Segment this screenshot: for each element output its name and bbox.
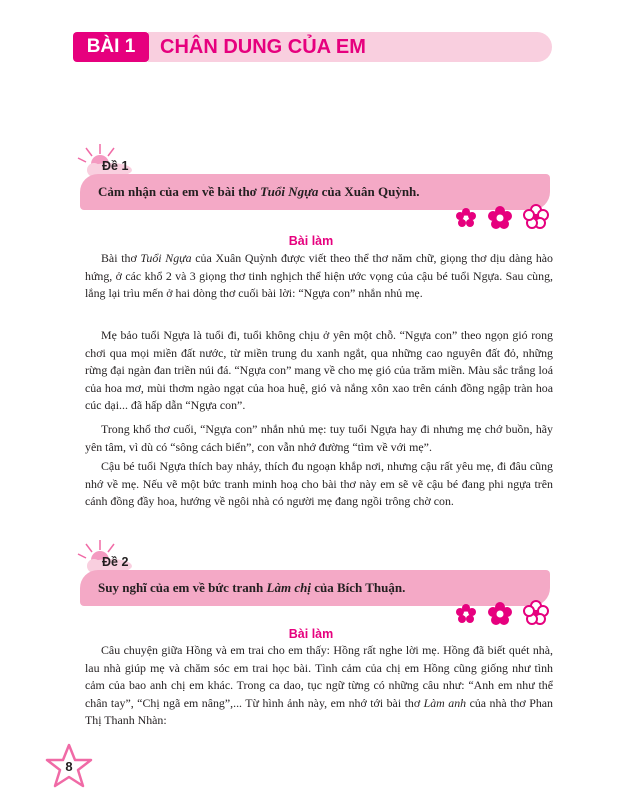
paragraph: Trong khổ thơ cuối, “Ngựa con” nhắn nhủ mẹ: tuy tuổi Ngựa hay đi nhưng mẹ chớ buồn, hãy yên tâm, vì dù có “sông cách biển”, con vẫn nhớ đường “tìm về với mẹ”. — [85, 422, 553, 454]
lesson-badge: BÀI 1 — [73, 32, 149, 62]
page-title: CHÂN DUNG CỦA EM — [160, 36, 366, 58]
flowers-icon — [454, 202, 554, 232]
paragraph: Câu chuyện giữa Hồng và em trai cho em thấy: Hồng rất nghe lời mẹ. Hồng đã biết quét nhà, lau nhà giúp mẹ và chăm sóc em trai học bài. Tình cảm của chị em Hồng cũng giống như tình cảm của bao anh chị em khác. Trong ca dao, tục ngữ từng có những câu như: “Anh em như thể chân tay”, “Chị ngã em nâng”,... Từ hình ảnh này, em nhớ tới bài thơ Làm anh của nhà thơ Phan Thị Thanh Nhàn: — [85, 643, 553, 727]
answer-heading: Bài làm — [288, 627, 334, 641]
paragraph: Bài thơ Tuổi Ngựa của Xuân Quỳnh được viết theo thể thơ năm chữ, giọng thơ dịu dàng hào hứng, ở các khổ 2 và 3 giọng thơ tinh nghịch thể hiện ước vọng của cậu bé tuổi Ngựa. Sau cùng, lắng lại trìu mến ở hai dòng thơ cuối bài lời: “Ngựa con” nhắn nhủ mẹ. — [85, 251, 553, 300]
answer-heading: Bài làm — [288, 234, 334, 248]
page-number: 8 — [65, 759, 73, 774]
paragraph: Cậu bé tuổi Ngựa thích bay nhảy, thích đu ngoạn khắp nơi, nhưng cậu rất yêu mẹ, đi đâu cũng nhớ về mẹ. Nếu vẽ một bức tranh minh hoạ cho bài thơ này em sẽ vẽ cậu bé đang phi ngựa trên cánh đồng đầy hoa, hướng về ngôi nhà có người mẹ đang ngồi trông chờ con. — [85, 459, 553, 508]
topic-prompt: Cảm nhận của em về bài thơ Tuổi Ngựa của Xuân Quỳnh. — [98, 184, 420, 199]
paragraph: Mẹ bảo tuổi Ngựa là tuổi đi, tuổi không chịu ở yên một chỗ. “Ngựa con” theo ngọn gió rong chơi qua mọi miền đất nước, từ miền trung du xanh ngắt, qua những cao nguyên đất đỏ, những rừng đại ngàn đan triền núi đá. “Ngựa con” mang về cho mẹ gió của trăm miền. Màu sắc trắng loá của hoa mơ, mùi thơm ngào ngạt của hoa huệ, gió và nắng xôn xao trên cánh đồng ngập tràn hoa cúc dại... đã hấp dẫn “Ngựa con”. — [85, 328, 553, 412]
topic-label: Đề 2 — [102, 555, 129, 569]
topic-prompt: Suy nghĩ của em về bức tranh Làm chị của Bích Thuận. — [98, 580, 406, 595]
topic-label: Đề 1 — [102, 159, 129, 173]
flowers-icon — [454, 598, 554, 628]
